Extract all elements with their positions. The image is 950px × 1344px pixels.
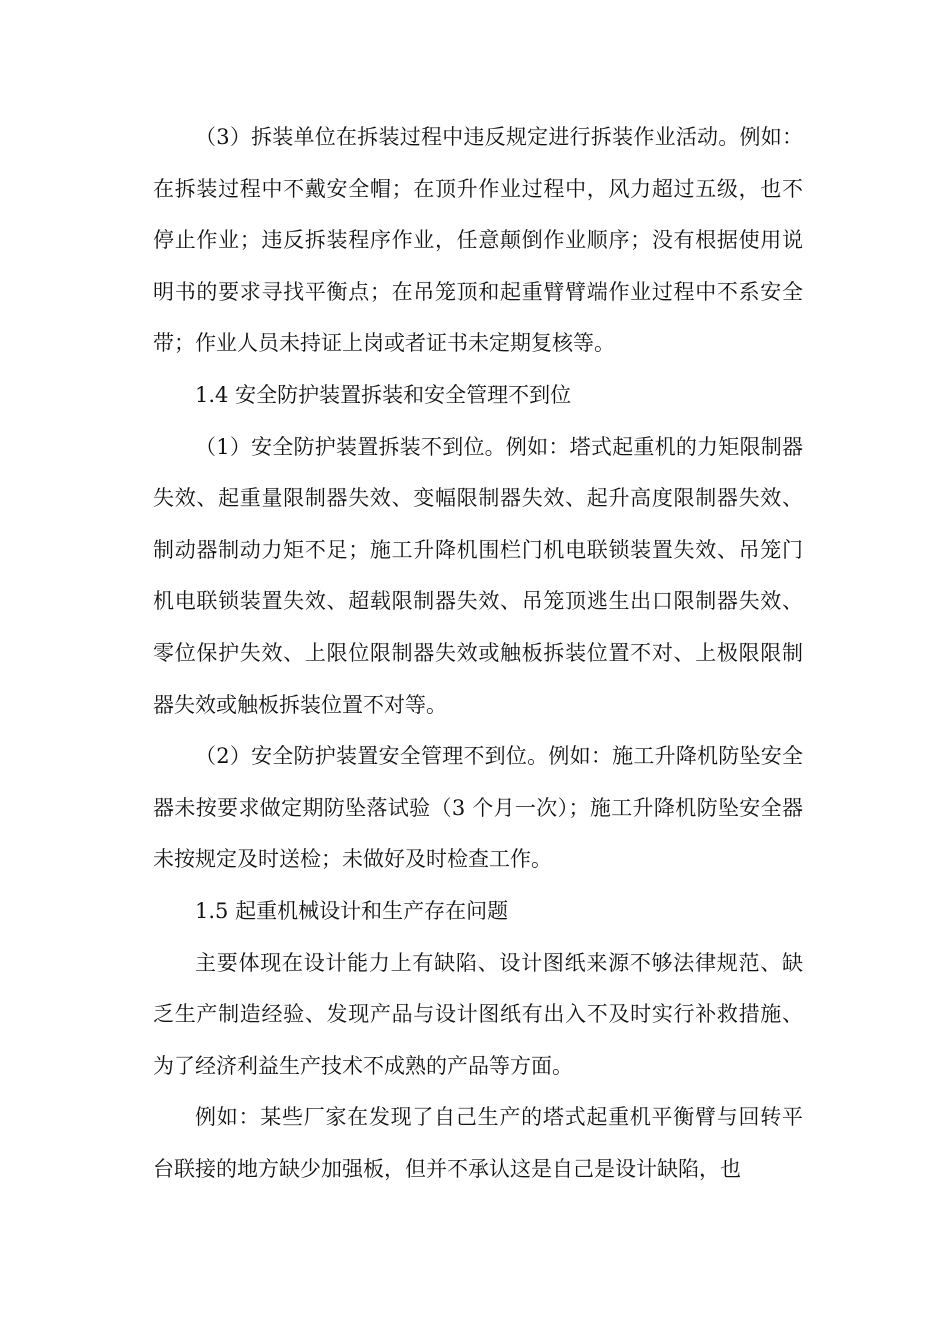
section-heading-1-4: 1.4 安全防护装置拆装和安全管理不到位 bbox=[195, 382, 572, 407]
body-text bbox=[153, 112, 803, 1195]
section-heading-1-5: 1.5 起重机械设计和生产存在问题 bbox=[195, 898, 509, 923]
paragraph-design-production-issues: 主要体现在设计能力上有缺陷、设计图纸来源不够法律规范、缺乏生产制造经验、发现产品与设计图纸有出入不及时实行补救措施、为了经济利益生产技术不成熟的产品等方面。 bbox=[153, 950, 803, 1078]
paragraph-safety-device-installation: （1）安全防护装置拆装不到位。例如：塔式起重机的力矩限制器失效、起重量限制器失效、变幅限制器失效、起升高度限制器失效、制动器制动力矩不足；施工升降机围栏门机电联锁装置失效、吊笼门机电联锁装置失效、超载限制器失效、吊笼顶逃生出口限制器失效、零位保护失效、上限位限制器失效或触板拆装位置不对、上极限限制器失效或触板拆装位置不对等。 bbox=[153, 434, 803, 717]
paragraph-example-manufacturer: 例如：某些厂家在发现了自己生产的塔式起重机平衡臂与回转平台联接的地方缺少加强板，但并不承认这是自己是设计缺陷，也 bbox=[153, 1105, 803, 1181]
paragraph-safety-device-management: （2）安全防护装置安全管理不到位。例如：施工升降机防坠安全器未按要求做定期防坠落试验（3 个月一次）；施工升降机防坠安全器未按规定及时送检；未做好及时检查工作。 bbox=[153, 744, 803, 872]
paragraph-violation-during-disassembly: （3）拆装单位在拆装过程中违反规定进行拆装作业活动。例如：在拆装过程中不戴安全帽；在顶升作业过程中，风力超过五级，也不停止作业；违反拆装程序作业，任意颠倒作业顺序；没有根据使用说明书的要求寻找平衡点；在吊笼顶和起重臂臂端作业过程中不系安全带；作业人员未持证上岗或者证书未定期复核等。 bbox=[153, 125, 803, 356]
